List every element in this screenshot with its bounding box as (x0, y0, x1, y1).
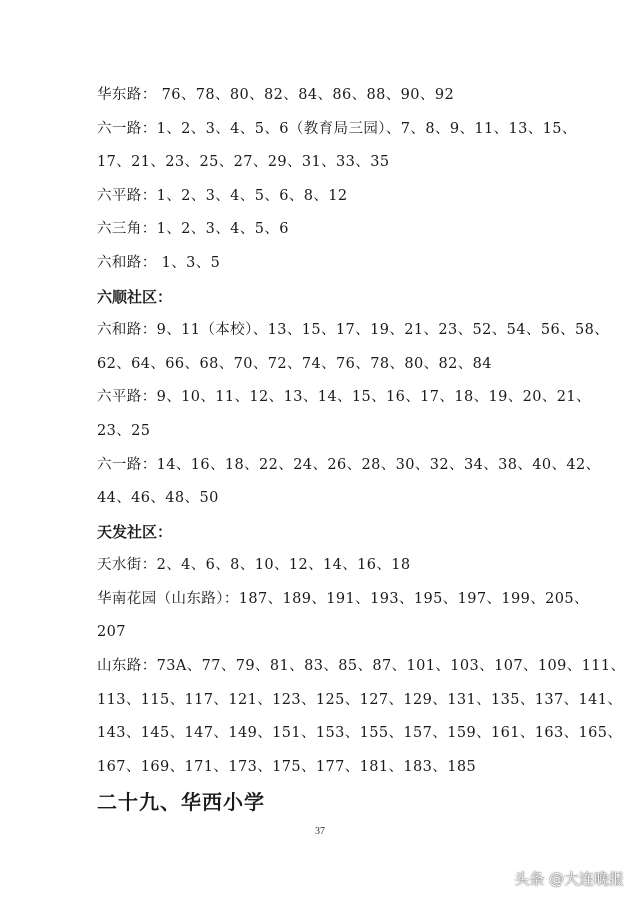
address-line: 六三角：1、2、3、4、5、6 (97, 221, 289, 237)
address-line: 六平路：1、2、3、4、5、6、8、12 (97, 188, 348, 204)
address-line: 167、169、171、173、175、177、181、183、185 (97, 759, 477, 775)
address-line: 44、46、48、50 (97, 490, 219, 506)
address-line: 华东路： 76、78、80、82、84、86、88、90、92 (97, 87, 455, 103)
watermark: 头条 @大连晚报 (514, 870, 624, 888)
address-line: 六和路： 1、3、5 (97, 255, 221, 271)
address-line: 六一路：1、2、3、4、5、6（教育局三园）、7、8、9、11、13、15、 (97, 121, 577, 137)
section-heading-tianfa: 天发社区： (97, 523, 173, 541)
address-line: 天水街：2、4、6、8、10、12、14、16、18 (97, 557, 411, 573)
chapter-heading: 二十九、华西小学 (97, 790, 265, 814)
address-line: 华南花园（山东路）：187、189、191、193、195、197、199、205、 (97, 591, 589, 607)
address-line: 62、64、66、68、70、72、74、76、78、80、82、84 (97, 356, 492, 372)
page-number: 37 (315, 826, 325, 837)
address-line: 六一路：14、16、18、22、24、26、28、30、32、34、38、40、42、 (97, 457, 601, 473)
address-line: 113、115、117、121、123、125、127、129、131、135、137、141、 (97, 692, 623, 708)
address-line: 17、21、23、25、27、29、31、33、35 (97, 154, 390, 170)
address-line: 143、145、147、149、151、153、155、157、159、161、163、165、 (97, 725, 623, 741)
address-line: 六和路：9、11（本校）、13、15、17、19、21、23、52、54、56、58、 (97, 322, 610, 338)
address-line: 207 (97, 624, 126, 640)
address-line: 23、25 (97, 423, 151, 439)
address-line: 山东路：73A、77、79、81、83、85、87、101、103、107、109、111、 (97, 658, 626, 674)
address-line: 六平路：9、10、11、12、13、14、15、16、17、18、19、20、21、 (97, 389, 591, 405)
section-heading-liushun: 六顺社区： (97, 288, 173, 306)
